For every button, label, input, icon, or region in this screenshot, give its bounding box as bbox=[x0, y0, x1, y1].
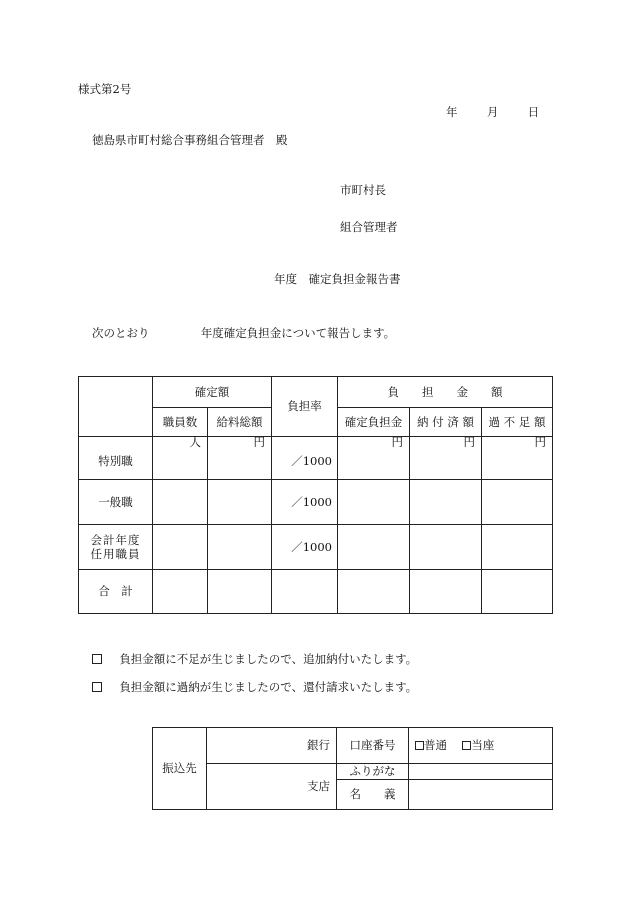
total-salary-cell[interactable] bbox=[208, 480, 272, 525]
rate-cell[interactable]: ／1000 bbox=[272, 525, 338, 570]
checkbox-icon[interactable] bbox=[92, 654, 102, 664]
bank-label: 銀行 bbox=[307, 738, 330, 753]
staff-count-cell[interactable] bbox=[153, 525, 208, 570]
header-confirmed-amount: 確定額 bbox=[153, 377, 272, 408]
checkbox-icon[interactable] bbox=[462, 741, 471, 750]
account-holder-input[interactable] bbox=[409, 780, 553, 810]
rate-cell[interactable]: ／1000 bbox=[272, 437, 338, 480]
header-staff-count: 職員数 bbox=[153, 408, 208, 437]
account-type-cell bbox=[409, 728, 553, 764]
staff-count-cell[interactable] bbox=[153, 570, 208, 614]
date-day-label: 日 bbox=[527, 105, 540, 119]
intro-prefix: 次のとおり bbox=[92, 326, 150, 340]
transfer-destination-label: 振込先 bbox=[153, 728, 207, 810]
account-holder-label: 名 義 bbox=[337, 780, 409, 810]
branch-label: 支店 bbox=[307, 779, 330, 794]
form-number: 様式第2号 bbox=[78, 82, 132, 96]
row-label-total: 合 計 bbox=[79, 570, 153, 614]
addressee: 徳島県市町村総合事務組合管理者 殿 bbox=[92, 133, 288, 147]
paid-amount-cell[interactable] bbox=[410, 525, 482, 570]
option-refund-request-text: 負担金額に過納が生じましたので、還付請求いたします。 bbox=[119, 680, 418, 694]
unit-yen: 円 bbox=[391, 435, 403, 449]
paid-amount-cell[interactable] bbox=[410, 480, 482, 525]
checkbox-icon[interactable] bbox=[92, 682, 102, 692]
account-number-label: 口座番号 bbox=[337, 728, 409, 764]
furigana-input[interactable] bbox=[409, 764, 553, 780]
row-label-general: 一般職 bbox=[79, 480, 153, 525]
total-salary-cell[interactable] bbox=[208, 437, 272, 480]
ordinary-account-label: 普通 bbox=[424, 738, 447, 753]
confirmed-burden-cell[interactable] bbox=[338, 525, 410, 570]
unit-yen: 円 bbox=[463, 435, 475, 449]
excess-deficit-cell[interactable] bbox=[482, 570, 553, 614]
total-salary-cell[interactable] bbox=[208, 525, 272, 570]
unit-person: 人 bbox=[189, 435, 201, 449]
current-account-label: 当座 bbox=[471, 738, 495, 753]
checkbox-icon[interactable] bbox=[415, 741, 424, 750]
furigana-label: ふりがな bbox=[337, 764, 409, 780]
table-row bbox=[79, 570, 553, 614]
paid-amount-cell[interactable] bbox=[410, 437, 482, 480]
total-salary-cell[interactable] bbox=[208, 570, 272, 614]
table-row bbox=[79, 437, 553, 480]
header-total-salary: 給料総額 bbox=[208, 408, 272, 437]
date-line bbox=[446, 107, 539, 119]
intro-text bbox=[92, 328, 395, 340]
table-row bbox=[79, 480, 553, 525]
confirmed-burden-cell[interactable] bbox=[338, 480, 410, 525]
confirmed-burden-cell[interactable] bbox=[338, 437, 410, 480]
bank-transfer-table bbox=[152, 727, 553, 810]
header-corner bbox=[79, 377, 153, 437]
unit-yen: 円 bbox=[253, 435, 265, 449]
table-row bbox=[79, 525, 553, 570]
header-excess-deficit: 過 不 足 額 bbox=[482, 408, 553, 437]
unit-yen: 円 bbox=[534, 435, 547, 449]
option-additional-payment-text: 負担金額に不足が生じましたので、追加納付いたします。 bbox=[119, 652, 418, 666]
intro-suffix: 年度確定負担金について報告します。 bbox=[200, 326, 396, 340]
bank-name-cell[interactable] bbox=[207, 728, 337, 764]
rate-cell[interactable] bbox=[272, 570, 338, 614]
branch-name-cell[interactable] bbox=[207, 764, 337, 810]
row-label-fiscal-year-staff: 会計年度 任用職員 bbox=[79, 525, 153, 570]
sender-mayor: 市町村長 bbox=[340, 183, 386, 197]
option-additional-payment bbox=[92, 654, 417, 666]
header-paid-amount: 納 付 済 額 bbox=[410, 408, 482, 437]
option-refund-request bbox=[92, 682, 417, 694]
paid-amount-cell[interactable] bbox=[410, 570, 482, 614]
staff-count-cell[interactable] bbox=[153, 437, 208, 480]
date-year-label: 年 bbox=[446, 105, 458, 119]
document-title: 年度 確定負担金報告書 bbox=[274, 272, 401, 286]
header-burden-amount: 負 担 金 額 bbox=[338, 377, 553, 408]
header-confirmed-burden: 確定負担金 bbox=[338, 408, 410, 437]
excess-deficit-cell[interactable] bbox=[482, 525, 553, 570]
header-rate: 負担率 bbox=[272, 377, 338, 437]
row-label-special: 特別職 bbox=[79, 437, 153, 480]
sender-union-manager: 組合管理者 bbox=[340, 220, 398, 234]
staff-count-cell[interactable] bbox=[153, 480, 208, 525]
excess-deficit-cell[interactable] bbox=[482, 480, 553, 525]
date-month-label: 月 bbox=[486, 105, 499, 119]
rate-cell[interactable]: ／1000 bbox=[272, 480, 338, 525]
excess-deficit-cell[interactable] bbox=[482, 437, 553, 480]
confirmed-burden-cell[interactable] bbox=[338, 570, 410, 614]
burden-table bbox=[78, 376, 553, 614]
